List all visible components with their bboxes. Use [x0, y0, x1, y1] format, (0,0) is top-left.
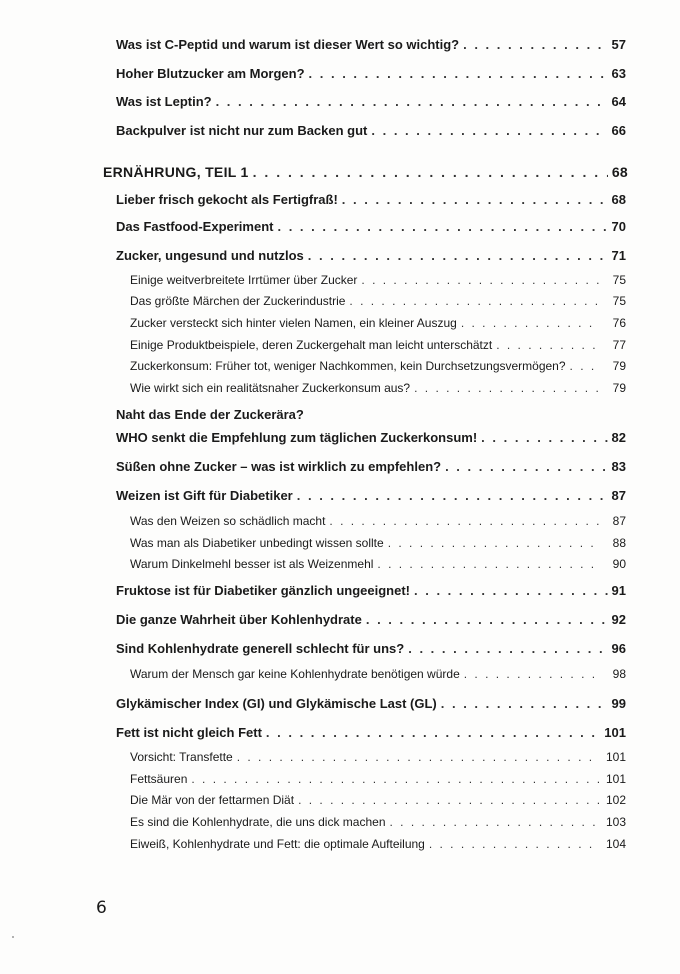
toc-section — [116, 430, 626, 445]
toc-section — [116, 248, 626, 263]
toc-entry-page: 103 — [605, 815, 626, 829]
toc-section — [116, 192, 626, 207]
toc-leader-dots — [377, 557, 600, 571]
toc-leader-dots — [390, 815, 601, 829]
toc-subsection — [130, 667, 626, 681]
toc-entry-title: WHO senkt die Empfehlung zum täglichen Zuckerkonsum! — [116, 430, 478, 445]
toc-leader-dots — [408, 641, 607, 656]
toc-entry-title: Warum der Mensch gar keine Kohlenhydrate benötigen würde — [130, 667, 460, 681]
toc-entry-page: 79 — [612, 381, 626, 395]
toc-subsection — [130, 381, 626, 395]
toc-entry-page: 90 — [612, 557, 626, 571]
toc-entry-page: 91 — [611, 583, 626, 598]
toc-heading-line: Naht das Ende der Zuckerära? — [116, 407, 304, 422]
toc-leader-dots — [463, 37, 607, 52]
scan-speck — [12, 936, 14, 938]
toc-subsection — [130, 294, 626, 308]
toc-section — [116, 94, 626, 109]
toc-leader-dots — [445, 459, 607, 474]
toc-leader-dots — [496, 338, 600, 352]
toc-entry-title: Wie wirkt sich ein realitätsnaher Zuckerkonsum aus? — [130, 381, 411, 395]
toc-subsection — [130, 273, 626, 287]
toc-entry-title: Zuckerkonsum: Früher tot, weniger Nachkommen, kein Durchsetzungsvermögen? — [130, 359, 566, 373]
toc-entry-page: 66 — [611, 123, 626, 138]
toc-entry-title: Weizen ist Gift für Diabetiker — [116, 488, 293, 503]
toc-leader-dots — [309, 66, 608, 81]
toc-entry-page: 57 — [611, 37, 626, 52]
toc-entry-page: 101 — [604, 725, 626, 740]
toc-entry-page: 104 — [605, 837, 626, 851]
toc-subsection — [130, 338, 626, 352]
toc-entry-title: Zucker, ungesund und nutzlos — [116, 248, 304, 263]
toc-leader-dots — [414, 583, 608, 598]
toc-entry-title: Lieber frisch gekocht als Fertigfraß! — [116, 192, 338, 207]
toc-section — [116, 66, 626, 81]
toc-subsection — [130, 772, 626, 786]
toc-leader-dots — [366, 612, 608, 627]
toc-subsection — [130, 750, 626, 764]
toc-entry-title: Was ist Leptin? — [116, 94, 212, 109]
toc-section — [116, 583, 626, 598]
toc-section — [116, 696, 626, 711]
toc-leader-dots — [277, 219, 607, 234]
toc-entry-page: 68 — [611, 164, 628, 180]
toc-leader-dots — [237, 750, 600, 764]
toc-entry-title: Hoher Blutzucker am Morgen? — [116, 66, 305, 81]
toc-leader-dots — [461, 316, 600, 330]
toc-subsection — [130, 316, 626, 330]
toc-leader-dots — [191, 772, 600, 786]
toc-leader-dots — [349, 294, 600, 308]
toc-entry-title: Glykämischer Index (GI) und Glykämische Last (GL) — [116, 696, 437, 711]
toc-leader-dots — [216, 94, 608, 109]
toc-subsection — [130, 514, 626, 528]
toc-leader-dots — [298, 793, 600, 807]
toc-leader-dots — [481, 430, 607, 445]
toc-entry-title: Das Fastfood-Experiment — [116, 219, 274, 234]
toc-entry-page: 101 — [605, 772, 626, 786]
toc-entry-page: 79 — [612, 359, 626, 373]
toc-entry-page: 99 — [611, 696, 626, 711]
toc-leader-dots — [570, 359, 600, 373]
toc-entry-page: 82 — [611, 430, 626, 445]
toc-entry-title: Süßen ohne Zucker – was ist wirklich zu empfehlen? — [116, 459, 442, 474]
toc-entry-title: Zucker versteckt sich hinter vielen Namen, ein kleiner Auszug — [130, 316, 457, 330]
toc-entry-page: 87 — [611, 488, 626, 503]
toc-entry-page: 102 — [605, 793, 626, 807]
toc-entry-title: Vorsicht: Transfette — [130, 750, 233, 764]
toc-entry-page: 71 — [611, 248, 626, 263]
toc-entry-page: 63 — [611, 66, 626, 81]
toc-entry-page: 75 — [612, 273, 626, 287]
toc-section — [116, 123, 626, 138]
toc-entry-page: 77 — [612, 338, 626, 352]
toc-entry-title: Fruktose ist für Diabetiker gänzlich ungeeignet! — [116, 583, 410, 598]
toc-leader-dots — [342, 192, 608, 207]
toc-entry-title: Das größte Märchen der Zuckerindustrie — [130, 294, 346, 308]
toc-leader-dots — [266, 725, 600, 740]
toc-section — [116, 488, 626, 503]
toc-section — [116, 459, 626, 474]
toc-entry-page: 70 — [611, 219, 626, 234]
toc-entry-title: Die ganze Wahrheit über Kohlenhydrate — [116, 612, 362, 627]
toc-leader-dots — [464, 667, 600, 681]
toc-section — [116, 641, 626, 656]
toc-entry-page: 75 — [612, 294, 626, 308]
toc-entry-title: Backpulver ist nicht nur zum Backen gut — [116, 123, 368, 138]
toc-section — [116, 37, 626, 52]
toc-entry-page: 64 — [611, 94, 626, 109]
toc-entry-page: 68 — [611, 192, 626, 207]
toc-subsection — [130, 815, 626, 829]
toc-entry-page: 76 — [612, 316, 626, 330]
toc-entry-page: 87 — [612, 514, 626, 528]
toc-entry-title: ERNÄHRUNG, TEIL 1 — [103, 164, 249, 180]
toc-entry-title: Einige Produktbeispiele, deren Zuckergehalt man leicht unterschätzt — [130, 338, 493, 352]
toc-leader-dots — [329, 514, 600, 528]
toc-entry-title: Was den Weizen so schädlich macht — [130, 514, 326, 528]
toc-entry-title: Die Mär von der fettarmen Diät — [130, 793, 295, 807]
toc-leader-dots — [414, 381, 600, 395]
toc-leader-dots — [297, 488, 608, 503]
toc-entry-title: Warum Dinkelmehl besser ist als Weizenmehl — [130, 557, 374, 571]
toc-subsection — [130, 536, 626, 550]
toc-entry-title: Eiweiß, Kohlenhydrate und Fett: die optimale Aufteilung — [130, 837, 425, 851]
toc-entry-title: Es sind die Kohlenhydrate, die uns dick machen — [130, 815, 386, 829]
toc-entry-page: 101 — [605, 750, 626, 764]
toc-entry-title: Was ist C-Peptid und warum ist dieser Wert so wichtig? — [116, 37, 460, 52]
toc-entry-title: Fett ist nicht gleich Fett — [116, 725, 262, 740]
toc-entry-page: 98 — [612, 667, 626, 681]
toc-leader-dots — [253, 164, 608, 180]
toc-leader-dots — [361, 273, 600, 287]
toc-entry-page: 88 — [612, 536, 626, 550]
toc-entry-page: 83 — [611, 459, 626, 474]
toc-leader-dots — [308, 248, 608, 263]
toc-chapter — [103, 164, 628, 180]
toc-entry-page: 92 — [611, 612, 626, 627]
toc-section — [116, 219, 626, 234]
toc-subsection — [130, 837, 626, 851]
toc-leader-dots — [371, 123, 607, 138]
toc-subsection — [130, 557, 626, 571]
toc-entry-title: Fettsäuren — [130, 772, 188, 786]
toc-leader-dots — [388, 536, 600, 550]
toc-leader-dots — [441, 696, 608, 711]
toc-entry-title: Sind Kohlenhydrate generell schlecht für uns? — [116, 641, 405, 656]
toc-section — [116, 725, 626, 740]
toc-leader-dots — [429, 837, 600, 851]
toc-section — [116, 612, 626, 627]
page-number: 6 — [96, 898, 107, 918]
toc-subsection — [130, 359, 626, 373]
toc-subsection — [130, 793, 626, 807]
toc-entry-title: Einige weitverbreitete Irrtümer über Zucker — [130, 273, 358, 287]
toc-entry-page: 96 — [611, 641, 626, 656]
toc-entry-title: Was man als Diabetiker unbedingt wissen sollte — [130, 536, 384, 550]
